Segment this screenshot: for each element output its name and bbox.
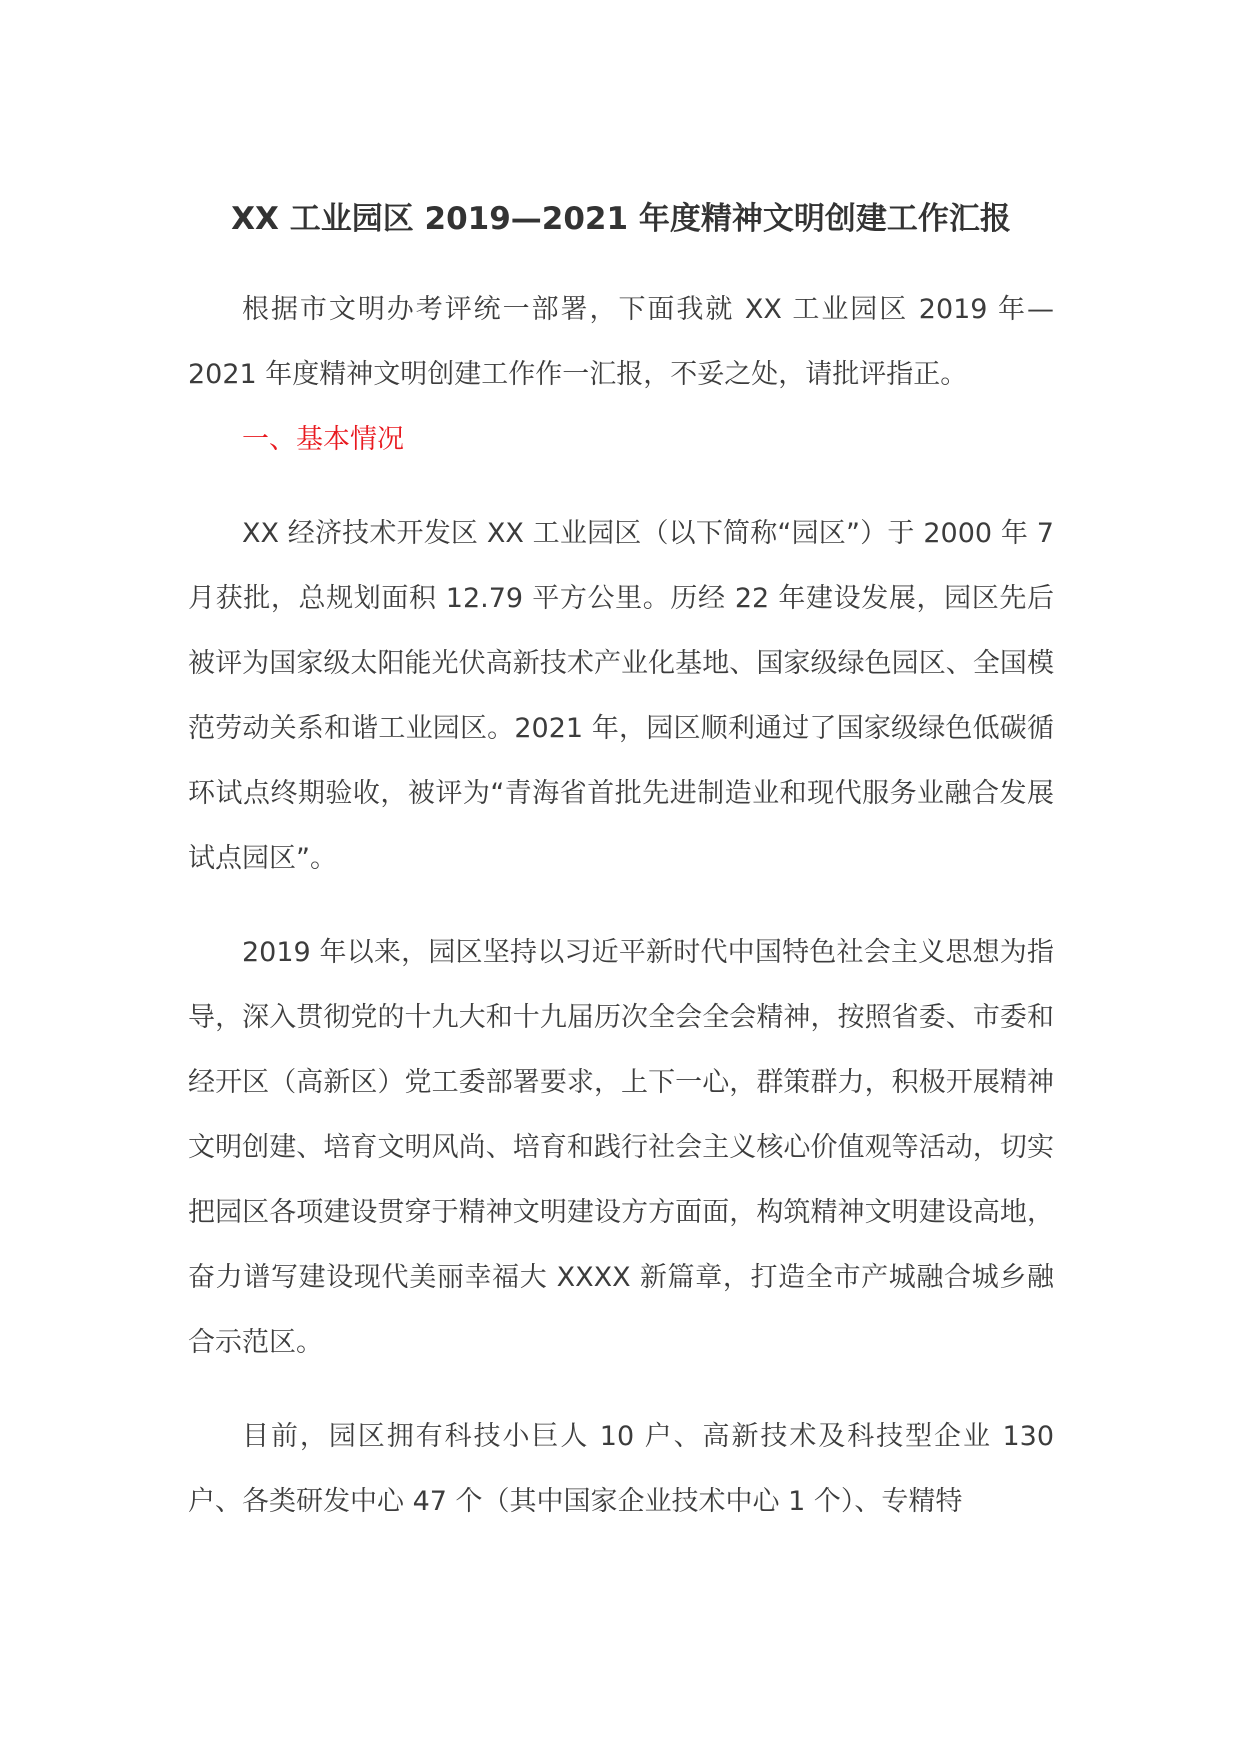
body-paragraph-3: 目前，园区拥有科技小巨人 10 户、高新技术及科技型企业 130 户、各类研发中心 47 个（其中国家企业技术中心 1 个）、专精特	[188, 1421, 1054, 1517]
document-page	[188, 195, 1054, 1534]
intro-paragraph: 根据市文明办考评统一部署，下面我就 XX 工业园区 2019 年—2021 年度精神文明创建工作作一汇报，不妥之处，请批评指正。	[188, 294, 1054, 390]
body-paragraph-2: 2019 年以来，园区坚持以习近平新时代中国特色社会主义思想为指导，深入贯彻党的十九大和十九届历次全会全会精神，按照省委、市委和经开区（高新区）党工委部署要求，上下一心，群策群力，积极开展精神文明创建、培育文明风尚、培育和践行社会主义核心价值观等活动，切实把园区各项建设贯穿于精神文明建设方方面面，构筑精神文明建设高地，奋力谱写建设现代美丽幸福大 XXXX 新篇章，打造全市产城融合城乡融合示范区。	[188, 937, 1054, 1358]
document-title: XX 工业园区 2019—2021 年度精神文明创建工作汇报	[231, 201, 1011, 237]
section-heading-basic-info: 一、基本情况	[242, 424, 404, 455]
body-paragraph-1: XX 经济技术开发区 XX 工业园区（以下简称“园区”）于 2000 年 7 月获批，总规划面积 12.79 平方公里。历经 22 年建设发展，园区先后被评为国家级太阳能光伏高新技术产业化基地、国家级绿色园区、全国模范劳动关系和谐工业园区。2021 年，园区顺利通过了国家级绿色低碳循环试点终期验收，被评为“青海省首批先进制造业和现代服务业融合发展试点园区”。	[188, 518, 1054, 874]
